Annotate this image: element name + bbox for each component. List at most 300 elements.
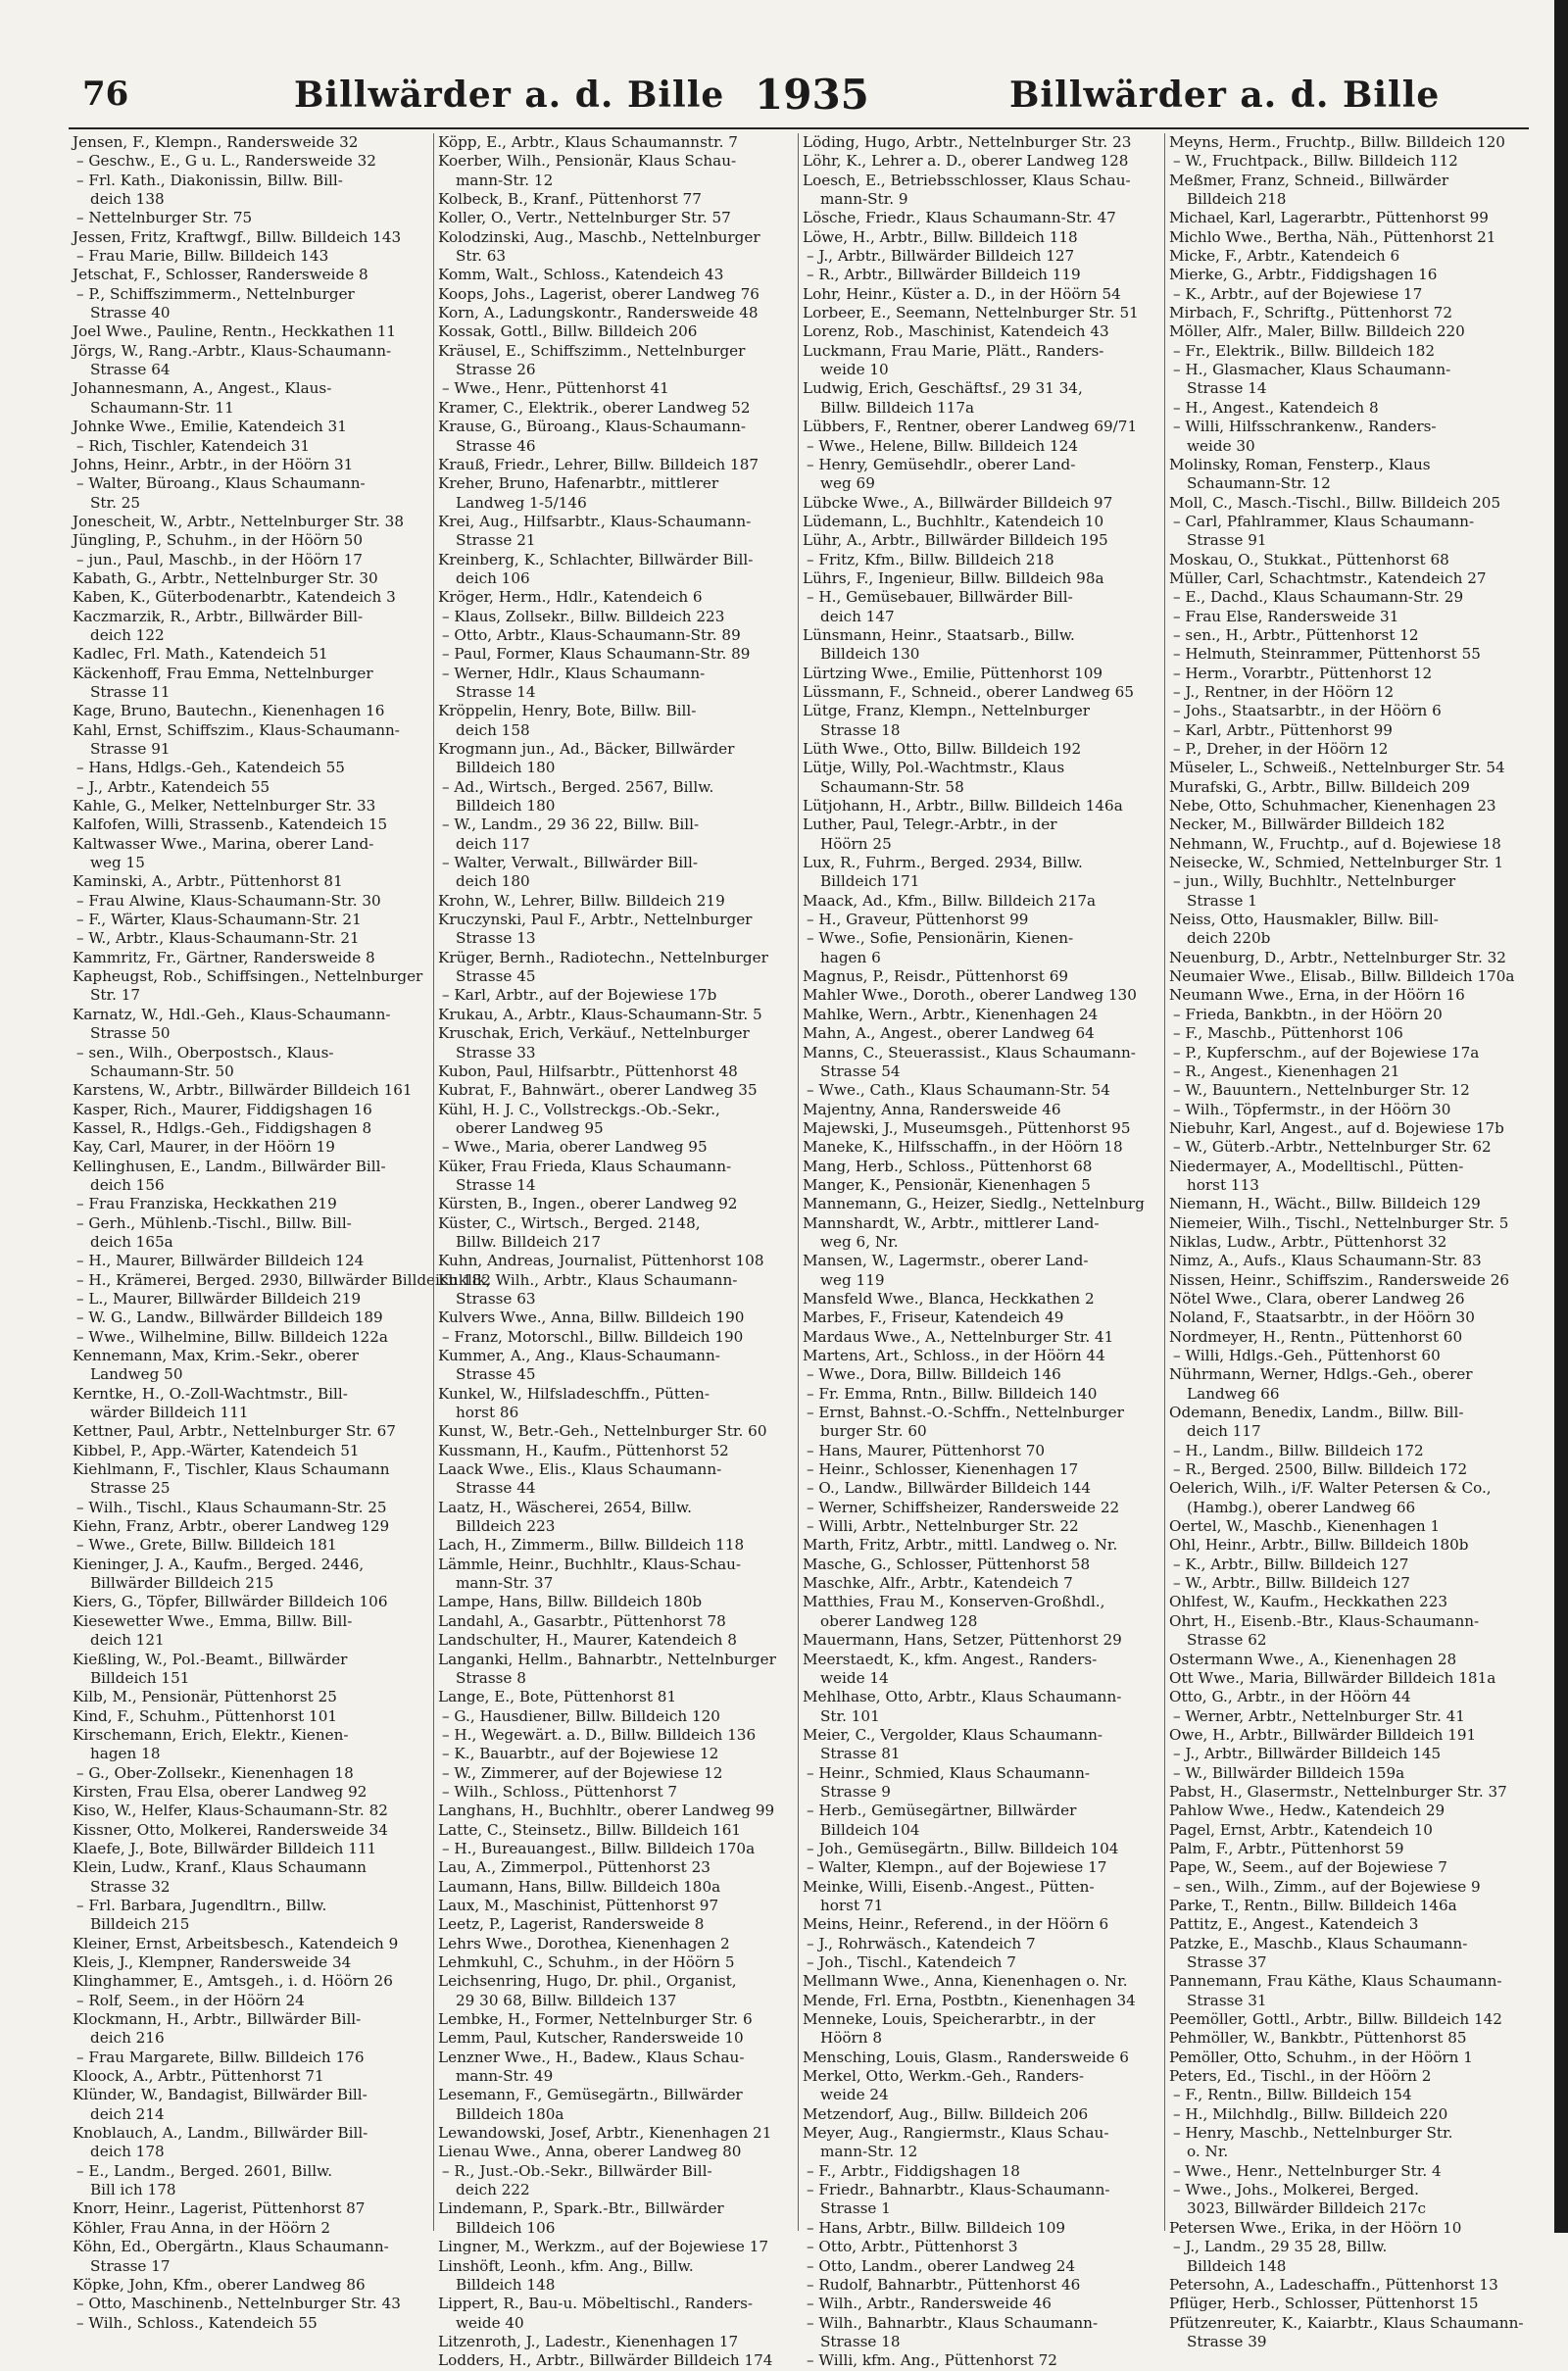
directory-entry-line: Koerber, Wilh., Pensionär, Klaus Schau-	[438, 152, 737, 171]
directory-entry-line: Maschke, Alfr., Arbtr., Katendeich 7	[803, 1574, 1073, 1593]
directory-entry-line: Billdeich 180	[456, 797, 556, 815]
directory-entry-line: Str. 17	[90, 986, 141, 1005]
directory-entry-line: Billdeich 104	[820, 1820, 920, 1839]
directory-entry-line: – Wwe., Cath., Klaus Schaumann-Str. 54	[807, 1081, 1110, 1100]
directory-entry-line: – E., Dachd., Klaus Schaumann-Str. 29	[1173, 588, 1464, 607]
directory-entry-line: Kellinghusen, E., Landm., Billwärder Bill-	[73, 1157, 386, 1175]
running-title-left: Billwärder a. d. Bille	[294, 74, 725, 116]
directory-entry-line: – Rolf, Seem., in der Höörn 24	[76, 1991, 305, 2009]
directory-entry-line: Krukau, A., Arbtr., Klaus-Schaumann-Str. 5	[438, 1005, 762, 1023]
directory-entry-line: mann-Str. 9	[820, 190, 908, 209]
directory-entry-line: – Wwe., Johs., Molkerei, Berged.	[1173, 2181, 1419, 2199]
directory-entry-line: Kissner, Otto, Molkerei, Randersweide 34	[73, 1820, 388, 1839]
directory-entry-line: Johnke Wwe., Emilie, Katendeich 31	[73, 418, 347, 436]
directory-entry-line: Marth, Fritz, Arbtr., mittl. Landweg o. Nr.	[803, 1536, 1118, 1555]
directory-entry-line: deich 222	[456, 2181, 530, 2199]
directory-entry-line: Str. 101	[820, 1706, 880, 1725]
directory-entry-line: Laumann, Hans, Billw. Billdeich 180a	[438, 1877, 721, 1896]
directory-entry-line: Lehmkuhl, C., Schuhm., in der Höörn 5	[438, 1953, 735, 1971]
directory-entry-line: Kühl, H. J. C., Vollstreckgs.-Ob.-Sekr.,	[438, 1100, 720, 1118]
directory-entry-line: Kay, Carl, Maurer, in der Höörn 19	[73, 1138, 335, 1157]
directory-entry-line: Kramer, C., Elektrik., oberer Landweg 52	[438, 398, 751, 417]
directory-entry-line: Kloock, A., Arbtr., Püttenhorst 71	[73, 2067, 324, 2086]
directory-entry-line: Mauermann, Hans, Setzer, Püttenhorst 29	[803, 1631, 1122, 1650]
directory-entry-line: Nordmeyer, H., Rentn., Püttenhorst 60	[1169, 1327, 1463, 1346]
directory-entry-line: Krüger, Bernh., Radiotechn., Nettelnburger	[438, 948, 768, 966]
directory-entry-line: Kiehlmann, F., Tischler, Klaus Schaumann	[73, 1460, 390, 1479]
directory-entry-line: Billdeich 215	[90, 1915, 190, 1934]
directory-entry-line: Masche, G., Schlosser, Püttenhorst 58	[803, 1555, 1091, 1573]
directory-entry-line: Lesemann, F., Gemüsegärtn., Billwärder	[438, 2086, 743, 2104]
directory-entry-line: Mannshardt, W., Arbtr., mittlerer Land-	[803, 1213, 1100, 1232]
directory-entry-line: Mardaus Wwe., A., Nettelnburger Str. 41	[803, 1327, 1114, 1346]
directory-entry-line: – O., Landw., Billwärder Billdeich 144	[807, 1479, 1092, 1498]
directory-entry-line: – Wwe., Maria, oberer Landweg 95	[442, 1138, 708, 1157]
directory-entry-line: Kaminski, A., Arbtr., Püttenhorst 81	[73, 872, 343, 891]
directory-entry-line: – Otto, Arbtr., Püttenhorst 3	[807, 2238, 1018, 2256]
directory-entry-line: – Fr. Emma, Rntn., Billw. Billdeich 140	[807, 1384, 1098, 1403]
directory-entry-line: Langhans, H., Buchhltr., oberer Landweg 99	[438, 1802, 775, 1820]
directory-entry-line: – K., Arbtr., auf der Bojewiese 17	[1173, 284, 1423, 303]
directory-entry-line: Meyer, Aug., Rangiermstr., Klaus Schau-	[803, 2124, 1109, 2143]
directory-entry-line: Kahle, G., Melker, Nettelnburger Str. 33	[73, 797, 376, 815]
directory-entry-line: Maack, Ad., Kfm., Billw. Billdeich 217a	[803, 891, 1097, 910]
directory-entry-line: Odemann, Benedix, Landm., Billw. Bill-	[1169, 1404, 1464, 1422]
directory-entry-line: – R., Berged. 2500, Billw. Billdeich 172	[1173, 1460, 1468, 1479]
directory-entry-line: Kabath, G., Arbtr., Nettelnburger Str. 30	[73, 568, 378, 587]
scan-edge	[1554, 0, 1568, 2233]
directory-entry-line: Klinghammer, E., Amtsgeh., i. d. Höörn 26	[73, 1972, 393, 1991]
directory-entry-line: – Ad., Wirtsch., Berged. 2567, Billw.	[442, 777, 714, 796]
directory-entry-line: Leichsenring, Hugo, Dr. phil., Organist,	[438, 1972, 737, 1991]
directory-entry-line: – Frl. Kath., Diakonissin, Billw. Bill-	[76, 171, 343, 189]
directory-entry-line: Michlo Wwe., Bertha, Näh., Püttenhorst 21	[1169, 227, 1496, 246]
directory-entry-line: Pattitz, E., Angest., Katendeich 3	[1169, 1915, 1419, 1934]
directory-entry-line: – J., Rentner, in der Höörn 12	[1173, 682, 1395, 701]
directory-entry-line: Kubrat, F., Bahnwärt., oberer Landweg 35	[438, 1081, 758, 1100]
directory-entry-line: – J., Arbtr., Billwärder Billdeich 127	[807, 247, 1075, 266]
directory-entry-line: Lenzner Wwe., H., Badew., Klaus Schau-	[438, 2048, 745, 2066]
directory-entry-line: Strasse 17	[90, 2256, 171, 2275]
directory-entry-line: Lütje, Willy, Pol.-Wachtmstr., Klaus	[803, 759, 1065, 777]
directory-entry-line: deich 138	[90, 190, 165, 209]
directory-entry-line: Otto, G., Arbtr., in der Höörn 44	[1169, 1688, 1411, 1706]
directory-entry-line: Kind, F., Schuhm., Püttenhorst 101	[73, 1706, 338, 1725]
directory-entry-line: – P., Dreher, in der Höörn 12	[1173, 740, 1389, 758]
directory-entry-line: Lau, A., Zimmerpol., Püttenhorst 23	[438, 1858, 710, 1877]
directory-entry-line: – Otto, Maschinenb., Nettelnburger Str. 43	[76, 2295, 401, 2313]
directory-entry-line: Niedermayer, A., Modelltischl., Pütten-	[1169, 1157, 1464, 1175]
directory-entry-line: Strasse 63	[456, 1289, 536, 1308]
directory-entry-line: Strasse 1	[820, 2199, 891, 2218]
directory-entry-line: – Geschw., E., G u. L., Randersweide 32	[76, 152, 376, 171]
directory-entry-line: Kammritz, Fr., Gärtner, Randersweide 8	[73, 948, 375, 966]
directory-entry-line: Jüngling, P., Schuhm., in der Höörn 50	[73, 531, 363, 550]
directory-entry-line: Kleiner, Ernst, Arbeitsbesch., Katendeich 9	[73, 1934, 399, 1952]
directory-entry-line: – Herb., Gemüsegärtner, Billwärder	[807, 1802, 1077, 1820]
directory-entry-line: Kummer, A., Ang., Klaus-Schaumann-	[438, 1347, 720, 1364]
directory-entry-line: Meins, Heinr., Referend., in der Höörn 6	[803, 1915, 1109, 1934]
directory-entry-line: – J., Arbtr., Katendeich 55	[76, 777, 270, 796]
directory-entry-line: Manger, K., Pensionär, Kienenhagen 5	[803, 1175, 1091, 1194]
directory-entry-line: Luther, Paul, Telegr.-Arbtr., in der	[803, 815, 1057, 834]
directory-entry-line: – Wilh., Schloss., Katendeich 55	[76, 2313, 318, 2332]
directory-entry-line: deich 121	[90, 1631, 165, 1650]
directory-entry-line: Pagel, Ernst, Arbtr., Katendeich 10	[1169, 1820, 1433, 1839]
directory-entry-line: Pannemann, Frau Käthe, Klaus Schaumann-	[1169, 1972, 1502, 1991]
directory-entry-line: – Klaus, Zollsekr., Billw. Billdeich 223	[442, 607, 725, 625]
directory-entry-line: Petersohn, A., Ladeschaffn., Püttenhorst 13	[1169, 2275, 1498, 2294]
directory-entry-line: – Hans, Hdlgs.-Geh., Katendeich 55	[76, 759, 345, 777]
directory-entry-line: Strasse 62	[1187, 1631, 1267, 1650]
directory-entry-line: – W., Billwärder Billdeich 159a	[1173, 1763, 1405, 1782]
directory-entry-line: – Frau Franziska, Heckkathen 219	[76, 1195, 337, 1213]
directory-entry-line: Krohn, W., Lehrer, Billw. Billdeich 219	[438, 891, 725, 910]
directory-entry-line: Martens, Art., Schloss., in der Höörn 44	[803, 1347, 1105, 1364]
directory-entry-line: – Hans, Maurer, Püttenhorst 70	[807, 1441, 1046, 1459]
directory-entry-line: – K., Arbtr., Billw. Billdeich 127	[1173, 1555, 1409, 1573]
column-4	[1164, 133, 1530, 2350]
directory-entry-line: – Heinr., Schmied, Klaus Schaumann-	[807, 1763, 1091, 1782]
directory-entry-line: – Karl, Arbtr., Püttenhorst 99	[1173, 720, 1393, 739]
directory-entry-line: Nebe, Otto, Schuhmacher, Kienenhagen 23	[1169, 797, 1496, 815]
directory-entry-line: Mellmann Wwe., Anna, Kienenhagen o. Nr.	[803, 1972, 1128, 1991]
directory-entry-line: – Wilh., Bahnarbtr., Klaus Schaumann-	[807, 2313, 1099, 2332]
directory-entry-line: Joel Wwe., Pauline, Rentn., Heckkathen 11	[73, 322, 397, 341]
directory-entry-line: – Willi, Hilfsschrankenw., Randers-	[1173, 418, 1437, 436]
directory-entry-line: Strasse 18	[820, 2332, 901, 2350]
directory-entry-line: – W., Fruchtpack., Billw. Billdeich 112	[1173, 152, 1458, 171]
directory-entry-line: – W., Landm., 29 36 22, Billw. Bill-	[442, 815, 700, 834]
directory-entry-line: – Werner, Arbtr., Nettelnburger Str. 41	[1173, 1706, 1465, 1725]
directory-entry-line: Strasse 13	[456, 929, 536, 948]
directory-entry-line: Mansen, W., Lagermstr., oberer Land-	[803, 1252, 1089, 1270]
directory-entry-line: hagen 6	[820, 948, 881, 966]
directory-entry-line: – H., Gemüsebauer, Billwärder Bill-	[807, 588, 1073, 607]
directory-entry-line: Kussmann, H., Kaufm., Püttenhorst 52	[438, 1441, 729, 1459]
directory-entry-line: – P., Schiffszimmerm., Nettelnburger	[76, 284, 355, 303]
directory-entry-line: Lampe, Hans, Billw. Billdeich 180b	[438, 1593, 703, 1611]
directory-entry-line: Neiss, Otto, Hausmakler, Billw. Bill-	[1169, 911, 1439, 929]
directory-entry-line: Murafski, G., Arbtr., Billw. Billdeich 209	[1169, 777, 1470, 796]
directory-entry-line: Nissen, Heinr., Schiffszim., Randersweide 26	[1169, 1270, 1510, 1289]
directory-entry-line: Pehmöller, W., Bankbtr., Püttenhorst 85	[1169, 2029, 1467, 2048]
directory-entry-line: Billdeich 130	[820, 645, 920, 664]
directory-entry-line: mann-Str. 37	[456, 1574, 554, 1593]
directory-entry-line: horst 113	[1187, 1175, 1259, 1194]
directory-entry-line: Lingner, M., Werkzm., auf der Bojewiese 17	[438, 2238, 769, 2256]
directory-entry-line: Kaczmarzik, R., Arbtr., Billwärder Bill-	[73, 607, 364, 625]
directory-entry-line: – Carl, Pfahlrammer, Klaus Schaumann-	[1173, 512, 1475, 530]
directory-entry-line: Kruschak, Erich, Verkäuf., Nettelnburger	[438, 1024, 750, 1043]
directory-entry-line: – H., Milchhdlg., Billw. Billdeich 220	[1173, 2104, 1448, 2123]
directory-entry-line: Molinsky, Roman, Fensterp., Klaus	[1169, 455, 1431, 473]
directory-entry-line: Moskau, O., Stukkat., Püttenhorst 68	[1169, 550, 1449, 568]
directory-entry-line: mann-Str. 49	[456, 2067, 554, 2086]
directory-entry-line: deich 165a	[90, 1232, 173, 1251]
directory-entry-line: Litzenroth, J., Ladestr., Kienenhagen 17	[438, 2332, 739, 2350]
directory-entry-line: 3023, Billwärder Billdeich 217c	[1187, 2199, 1427, 2218]
directory-entry-line: – Frau Marie, Billw. Billdeich 143	[76, 247, 329, 266]
directory-entry-line: horst 86	[456, 1404, 519, 1422]
directory-entry-line: Billw. Billdeich 117a	[820, 398, 975, 417]
directory-entry-line: Kettner, Paul, Arbtr., Nettelnburger Str. 67	[73, 1422, 396, 1441]
directory-entry-line: Noland, F., Staatsarbtr., in der Höörn 30	[1169, 1309, 1475, 1327]
directory-entry-line: Kunkel, W., Hilfsladeschffn., Pütten-	[438, 1384, 710, 1403]
directory-entry-line: – K., Bauarbtr., auf der Bojewiese 12	[442, 1745, 719, 1763]
directory-entry-line: Loesch, E., Betriebsschlosser, Klaus Schau-	[803, 171, 1131, 189]
directory-entry-line: Kirschemann, Erich, Elektr., Kienen-	[73, 1725, 349, 1744]
directory-entry-line: weg 69	[820, 474, 875, 493]
directory-entry-line: Neisecke, W., Schmied, Nettelnburger Str. 1	[1169, 854, 1504, 872]
directory-entry-line: deich 220b	[1187, 929, 1271, 948]
directory-entry-line: Pabst, H., Glasermstr., Nettelnburger Str. 37	[1169, 1782, 1507, 1801]
directory-entry-line: Linshöft, Leonh., kfm. Ang., Billw.	[438, 2256, 694, 2275]
directory-entry-line: Kleis, J., Klempner, Randersweide 34	[73, 1953, 352, 1971]
directory-entry-line: Billdeich 180a	[456, 2104, 564, 2123]
directory-entry-line: – F., Wärter, Klaus-Schaumann-Str. 21	[76, 911, 362, 929]
directory-entry-line: Löwe, H., Arbtr., Billw. Billdeich 118	[803, 227, 1078, 246]
directory-entry-line: Menneke, Louis, Speicherarbtr., in der	[803, 2010, 1096, 2029]
directory-entry-line: Moll, C., Masch.-Tischl., Billw. Billdeich 205	[1169, 493, 1501, 512]
directory-entry-line: – Wilh., Schloss., Püttenhorst 7	[442, 1782, 678, 1801]
directory-entry-line: Kürsten, B., Ingen., oberer Landweg 92	[438, 1195, 738, 1213]
directory-entry-line: Billwärder Billdeich 215	[90, 1574, 274, 1593]
directory-entry-line: – Wwe., Dora, Billw. Billdeich 146	[807, 1365, 1061, 1384]
directory-entry-line: Lünsmann, Heinr., Staatsarb., Billw.	[803, 625, 1075, 644]
directory-entry-line: Lippert, R., Bau-u. Möbeltischl., Randers-	[438, 2295, 754, 2313]
directory-entry-line: Kage, Bruno, Bautechn., Kienenhagen 16	[73, 702, 385, 720]
directory-entry-line: Billdeich 148	[1187, 2256, 1287, 2275]
directory-entry-line: Strasse 11	[90, 682, 171, 701]
directory-entry-line: Patzke, E., Maschb., Klaus Schaumann-	[1169, 1934, 1468, 1952]
directory-entry-line: Müller, Carl, Schachtmstr., Katendeich 27	[1169, 568, 1487, 587]
directory-entry-line: Lütjohann, H., Arbtr., Billw. Billdeich 146a	[803, 797, 1123, 815]
directory-entry-line: weg 15	[90, 854, 145, 872]
directory-entry-line: Strasse 64	[90, 361, 171, 379]
directory-entry-line: Meyns, Herm., Fruchtp., Billw. Billdeich 120	[1169, 133, 1505, 151]
directory-entry-line: Lämmle, Heinr., Buchhltr., Klaus-Schau-	[438, 1555, 742, 1573]
directory-entry-line: Meier, C., Vergolder, Klaus Schaumann-	[803, 1725, 1103, 1744]
directory-entry-line: – Wwe., Helene, Billw. Billdeich 124	[807, 436, 1078, 455]
directory-entry-line: Ohl, Heinr., Arbtr., Billw. Billdeich 180b	[1169, 1536, 1469, 1555]
directory-entry-line: Billdeich 148	[456, 2275, 556, 2294]
directory-entry-line: Merkel, Otto, Werkm.-Geh., Randers-	[803, 2067, 1085, 2086]
directory-entry-line: Strasse 21	[456, 531, 536, 550]
directory-entry-line: (Hambg.), oberer Landweg 66	[1187, 1498, 1416, 1516]
directory-entry-line: oberer Landweg 128	[820, 1611, 978, 1630]
directory-entry-line: Klünder, W., Bandagist, Billwärder Bill-	[73, 2086, 368, 2104]
directory-entry-line: Strasse 8	[456, 1668, 526, 1687]
directory-entry-line: – sen., Wilh., Zimm., auf der Bojewiese 9	[1173, 1877, 1481, 1896]
directory-entry-line: Landweg 66	[1187, 1384, 1280, 1403]
directory-entry-line: – G., Hausdiener, Billw. Billdeich 120	[442, 1706, 720, 1725]
directory-entry-line: Billdeich 171	[820, 872, 920, 891]
directory-entry-line: Nehmann, W., Fruchtp., auf d. Bojewiese 18	[1169, 834, 1501, 853]
directory-entry-line: Kilb, M., Pensionär, Püttenhorst 25	[73, 1688, 337, 1706]
directory-entry-line: Kröger, Herm., Hdlr., Katendeich 6	[438, 588, 703, 607]
directory-entry-line: Lübbers, F., Rentner, oberer Landweg 69/71	[803, 418, 1138, 436]
directory-entry-line: Köhn, Ed., Obergärtn., Klaus Schaumann-	[73, 2238, 389, 2256]
directory-entry-line: – L., Maurer, Billwärder Billdeich 219	[76, 1289, 362, 1308]
directory-entry-line: Billdeich 106	[456, 2218, 556, 2237]
directory-entry-line: Jonescheit, W., Arbtr., Nettelnburger Str. 38	[73, 512, 404, 530]
directory-entry-line: – W., Bauuntern., Nettelnburger Str. 12	[1173, 1081, 1470, 1100]
directory-entry-line: Parke, T., Rentn., Billw. Billdeich 146a	[1169, 1896, 1457, 1914]
directory-entry-line: Kerntke, H., O.-Zoll-Wachtmstr., Bill-	[73, 1384, 348, 1403]
directory-entry-line: Mansfeld Wwe., Blanca, Heckkathen 2	[803, 1289, 1095, 1308]
directory-entry-line: Kubon, Paul, Hilfsarbtr., Püttenhorst 48	[438, 1062, 738, 1080]
directory-entry-line: weide 14	[820, 1668, 889, 1687]
directory-entry-line: Micke, F., Arbtr., Katendeich 6	[1169, 247, 1400, 266]
directory-entry-line: Johannesmann, A., Angest., Klaus-	[73, 379, 332, 398]
directory-entry-line: Karstens, W., Arbtr., Billwärder Billdeich 161	[73, 1081, 413, 1100]
directory-entry-line: – J., Arbtr., Billwärder Billdeich 145	[1173, 1745, 1442, 1763]
directory-entry-line: – F., Maschb., Püttenhorst 106	[1173, 1024, 1403, 1043]
directory-entry-line: Köhler, Frau Anna, in der Höörn 2	[73, 2218, 330, 2237]
directory-entry-line: Kiehn, Franz, Arbtr., oberer Landweg 129	[73, 1517, 390, 1536]
directory-entry-line: Krogmann jun., Ad., Bäcker, Billwärder	[438, 740, 735, 758]
directory-entry-line: Strasse 25	[90, 1479, 171, 1498]
directory-entry-line: Strasse 39	[1187, 2332, 1267, 2350]
directory-entry-line: Billdeich 218	[1187, 190, 1287, 209]
directory-entry-line: Majewski, J., Museumsgeh., Püttenhorst 95	[803, 1118, 1131, 1137]
directory-entry-line: Kirsten, Frau Elsa, oberer Landweg 92	[73, 1782, 368, 1801]
directory-entry-line: Laux, M., Maschinist, Püttenhorst 97	[438, 1896, 719, 1914]
directory-entry-line: Strasse 50	[90, 1024, 171, 1043]
directory-entry-line: Krauß, Friedr., Lehrer, Billw. Billdeich 187	[438, 455, 760, 473]
directory-entry-line: Billdeich 180	[456, 759, 556, 777]
directory-entry-line: Strasse 44	[456, 1479, 536, 1498]
directory-entry-line: – Rich, Tischler, Katendeich 31	[76, 436, 311, 455]
directory-entry-line: Jetschat, F., Schlosser, Randersweide 8	[73, 266, 368, 284]
directory-entry-line: Kahl, Ernst, Schiffszim., Klaus-Schaumann-	[73, 720, 400, 739]
directory-entry-line: – Willi, kfm. Ang., Püttenhorst 72	[807, 2351, 1057, 2370]
directory-entry-line: – W., Arbtr., Billw. Billdeich 127	[1173, 1574, 1410, 1593]
directory-entry-line: Bill ich 178	[90, 2181, 176, 2199]
year-heading: 1935	[755, 71, 869, 119]
directory-entry-line: – Frau Alwine, Klaus-Schaumann-Str. 30	[76, 891, 381, 910]
directory-entry-line: deich 122	[90, 625, 165, 644]
directory-entry-line: Mirbach, F., Schriftg., Püttenhorst 72	[1169, 304, 1452, 322]
directory-entry-line: Pape, W., Seem., auf der Bojewiese 7	[1169, 1858, 1447, 1877]
directory-entry-line: – Paul, Former, Klaus Schaumann-Str. 89	[442, 645, 751, 664]
directory-entry-line: Lorenz, Rob., Maschinist, Katendeich 43	[803, 322, 1109, 341]
directory-entry-line: 29 30 68, Billw. Billdeich 137	[456, 1991, 677, 2009]
directory-entry-line: – Otto, Landm., oberer Landweg 24	[807, 2256, 1076, 2275]
directory-entry-line: – Nettelnburger Str. 75	[76, 209, 253, 227]
directory-entry-line: – R., Angest., Kienenhagen 21	[1173, 1062, 1400, 1080]
directory-entry-line: deich 156	[90, 1175, 165, 1194]
directory-entry-line: Kolbeck, B., Kranf., Püttenhorst 77	[438, 190, 702, 209]
directory-entry-line: burger Str. 60	[820, 1422, 927, 1441]
directory-entry-line: Peemöller, Gottl., Arbtr., Billw. Billdeich 142	[1169, 2010, 1502, 2029]
directory-entry-line: weide 40	[456, 2313, 524, 2332]
directory-entry-line: – Rudolf, Bahnarbtr., Püttenhorst 46	[807, 2275, 1081, 2294]
directory-entry-line: Lühr, A., Arbtr., Billwärder Billdeich 195	[803, 531, 1108, 550]
directory-entry-line: – H., Wegewärt. a. D., Billw. Billdeich 136	[442, 1725, 757, 1744]
directory-entry-line: – sen., Wilh., Oberpostsch., Klaus-	[76, 1043, 334, 1062]
directory-entry-line: Kasper, Rich., Maurer, Fiddigshagen 16	[73, 1100, 372, 1118]
directory-entry-line: Kassel, R., Hdlgs.-Geh., Fiddigshagen 8	[73, 1118, 372, 1137]
directory-entry-line: – W., Arbtr., Klaus-Schaumann-Str. 21	[76, 929, 360, 948]
directory-entry-line: Oelerich, Wilh., i/F. Walter Petersen & Co.,	[1169, 1479, 1492, 1498]
directory-entry-line: – R., Just.-Ob.-Sekr., Billwärder Bill-	[442, 2161, 712, 2180]
directory-entry-line: Koller, O., Vertr., Nettelnburger Str. 57	[438, 209, 731, 227]
directory-entry-line: Meinke, Willi, Eisenb.-Angest., Pütten-	[803, 1877, 1095, 1896]
directory-entry-line: – F., Rentn., Billw. Billdeich 154	[1173, 2086, 1412, 2104]
directory-entry-line: Komm, Walt., Schloss., Katendeich 43	[438, 266, 724, 284]
directory-entry-line: – Helmuth, Steinrammer, Püttenhorst 55	[1173, 645, 1481, 664]
directory-entry-line: Niklas, Ludw., Arbtr., Püttenhorst 32	[1169, 1232, 1447, 1251]
directory-entry-line: Strasse 14	[456, 682, 536, 701]
directory-entry-line: Ohrt, H., Eisenb.-Btr., Klaus-Schaumann-	[1169, 1611, 1480, 1630]
directory-entry-line: – H., Graveur, Püttenhorst 99	[807, 911, 1029, 929]
directory-entry-line: – Wwe., Wilhelmine, Billw. Billdeich 122a	[76, 1327, 388, 1346]
directory-entry-line: – H., Angest., Katendeich 8	[1173, 398, 1379, 417]
directory-entry-line: Korn, A., Ladungskontr., Randersweide 48	[438, 304, 759, 322]
directory-entry-line: deich 180	[456, 872, 530, 891]
directory-entry-line: Strasse 14	[456, 1175, 536, 1194]
directory-entry-line: deich 117	[456, 834, 530, 853]
directory-entry-line: Neumaier Wwe., Elisab., Billw. Billdeich 170a	[1169, 967, 1515, 986]
directory-entry-line: – G., Ober-Zollsekr., Kienenhagen 18	[76, 1763, 354, 1782]
directory-entry-line: Laack Wwe., Elis., Klaus Schaumann-	[438, 1460, 722, 1479]
directory-entry-line: – Walter, Verwalt., Billwärder Bill-	[442, 854, 698, 872]
directory-entry-line: Luckmann, Frau Marie, Plätt., Randers-	[803, 341, 1104, 360]
directory-entry-line: – H., Glasmacher, Klaus Schaumann-	[1173, 361, 1451, 379]
directory-entry-line: Strasse 32	[90, 1877, 171, 1896]
directory-entry-line: Kapheugst, Rob., Schiffsingen., Nettelnburger	[73, 967, 423, 986]
directory-entry-line: Landschulter, H., Maurer, Katendeich 8	[438, 1631, 737, 1650]
directory-entry-line: hagen 18	[90, 1745, 161, 1763]
directory-entry-line: Pfützenreuter, K., Kaiarbtr., Klaus Schaumann-	[1169, 2313, 1524, 2332]
directory-entry-line: Knoblauch, A., Landm., Billwärder Bill-	[73, 2124, 368, 2143]
directory-entry-line: Lösche, Friedr., Klaus Schaumann-Str. 47	[803, 209, 1116, 227]
directory-entry-line: Lange, E., Bote, Püttenhorst 81	[438, 1688, 677, 1706]
directory-page	[69, 67, 1529, 2370]
directory-entry-line: Oertel, W., Maschb., Kienenhagen 1	[1169, 1517, 1441, 1536]
directory-entry-line: Knorr, Heinr., Lagerist, Püttenhorst 87	[73, 2199, 366, 2218]
directory-entry-line: Strasse 1	[1187, 891, 1257, 910]
directory-entry-line: Kruczynski, Paul F., Arbtr., Nettelnburger	[438, 911, 753, 929]
directory-entry-line: Lindemann, P., Spark.-Btr., Billwärder	[438, 2199, 724, 2218]
directory-entry-line: Magnus, P., Reisdr., Püttenhorst 69	[803, 967, 1069, 986]
directory-entry-line: – Frau Else, Randersweide 31	[1173, 607, 1399, 625]
directory-entry-line: Strasse 14	[1187, 379, 1267, 398]
directory-entry-line: Kräusel, E., Schiffszimm., Nettelnburger	[438, 341, 746, 360]
directory-entry-line: deich 216	[90, 2029, 165, 2048]
directory-entry-line: Strasse 45	[456, 1365, 536, 1384]
directory-entry-line: Mensching, Louis, Glasm., Randersweide 6	[803, 2048, 1129, 2066]
directory-entry-line: Lehrs Wwe., Dorothea, Kienenhagen 2	[438, 1934, 730, 1952]
directory-entry-line: Krei, Aug., Hilfsarbtr., Klaus-Schaumann-	[438, 512, 752, 530]
directory-entry-line: – Karl, Arbtr., auf der Bojewiese 17b	[442, 986, 717, 1005]
directory-entry-line: Lewandowski, Josef, Arbtr., Kienenhagen 21	[438, 2124, 772, 2143]
directory-entry-line: Kieninger, J. A., Kaufm., Berged. 2446,	[73, 1555, 365, 1573]
directory-entry-line: Billdeich 151	[90, 1668, 190, 1687]
directory-entry-line: Strasse 18	[820, 720, 901, 739]
directory-entry-line: Kunst, W., Betr.-Geh., Nettelnburger Str. 60	[438, 1422, 767, 1441]
directory-entry-line: Schaumann-Str. 50	[90, 1062, 234, 1080]
directory-entry-line: deich 214	[90, 2104, 165, 2123]
directory-entry-line: – R., Arbtr., Billwärder Billdeich 119	[807, 266, 1081, 284]
directory-entry-line: Lux, R., Fuhrm., Berged. 2934, Billw.	[803, 854, 1083, 872]
directory-entry-line: Nührmann, Werner, Hdlgs.-Geh., oberer	[1169, 1365, 1473, 1384]
directory-entry-line: Mahn, A., Angest., oberer Landweg 64	[803, 1024, 1095, 1043]
directory-entry-line: – E., Landm., Berged. 2601, Billw.	[76, 2161, 333, 2180]
directory-entry-line: Schaumann-Str. 11	[90, 398, 234, 417]
